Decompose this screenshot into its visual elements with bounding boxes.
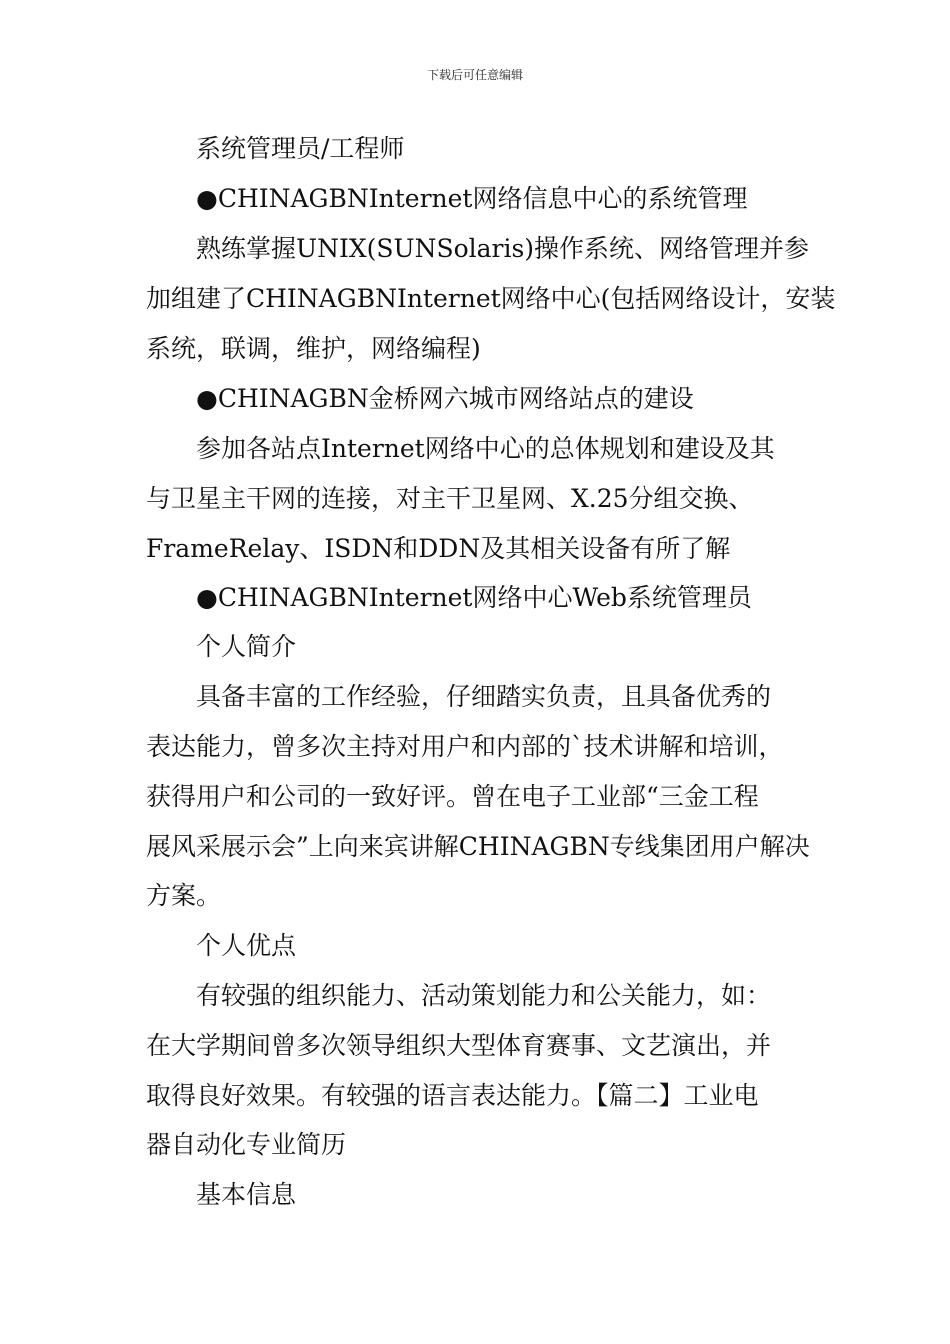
page-header: 下载后可任意编辑 bbox=[426, 68, 523, 82]
text-line: 熟练掌握UNIX(SUNSolaris)操作系统、网络管理并参 bbox=[196, 234, 810, 263]
text-line: 表达能力，曾多次主持对用户和内部的`技术讲解和培训， bbox=[146, 732, 784, 761]
text-line: 展风采展示会”上向来宾讲解CHINAGBN专线集团用户解决 bbox=[146, 832, 810, 861]
section-heading-basic-info: 基本信息 bbox=[196, 1180, 297, 1209]
text-line: 具备丰富的工作经验，仔细踏实负责，且具备优秀的 bbox=[196, 682, 772, 711]
text-line: 与卫星主干网的连接，对主干卫星网、X.25分组交换、 bbox=[146, 484, 754, 513]
text-line-role-title: 系统管理员/工程师 bbox=[196, 134, 405, 163]
text-line: 系统，联调，维护，网络编程) bbox=[146, 334, 481, 363]
text-line: 方案。 bbox=[146, 881, 222, 910]
text-line-bullet-3: ●CHINAGBNInternet网络中心Web系统管理员 bbox=[196, 583, 752, 612]
section-heading-strengths: 个人优点 bbox=[196, 931, 297, 960]
text-line: 器自动化专业简历 bbox=[146, 1130, 347, 1159]
text-line: 取得良好效果。有较强的语言表达能力。【篇二】工业电 bbox=[146, 1081, 759, 1110]
text-line: FrameRelay、ISDN和DDN及其相关设备有所了解 bbox=[146, 534, 731, 563]
section-heading-profile: 个人简介 bbox=[196, 632, 297, 661]
text-line-bullet-1: ●CHINAGBNInternet网络信息中心的系统管理 bbox=[196, 184, 748, 213]
text-line-bullet-2: ●CHINAGBN金桥网六城市网络站点的建设 bbox=[196, 384, 694, 413]
text-line: 获得用户和公司的一致好评。曾在电子工业部“三金工程 bbox=[146, 782, 759, 811]
text-line: 在大学期间曾多次领导组织大型体育赛事、文艺演出，并 bbox=[146, 1031, 772, 1060]
text-line: 参加各站点Internet网络中心的总体规划和建设及其 bbox=[196, 434, 775, 463]
text-line: 有较强的组织能力、活动策划能力和公关能力，如： bbox=[196, 981, 772, 1010]
text-line: 加组建了CHINAGBNInternet网络中心(包括网络设计，安装 bbox=[146, 284, 836, 313]
